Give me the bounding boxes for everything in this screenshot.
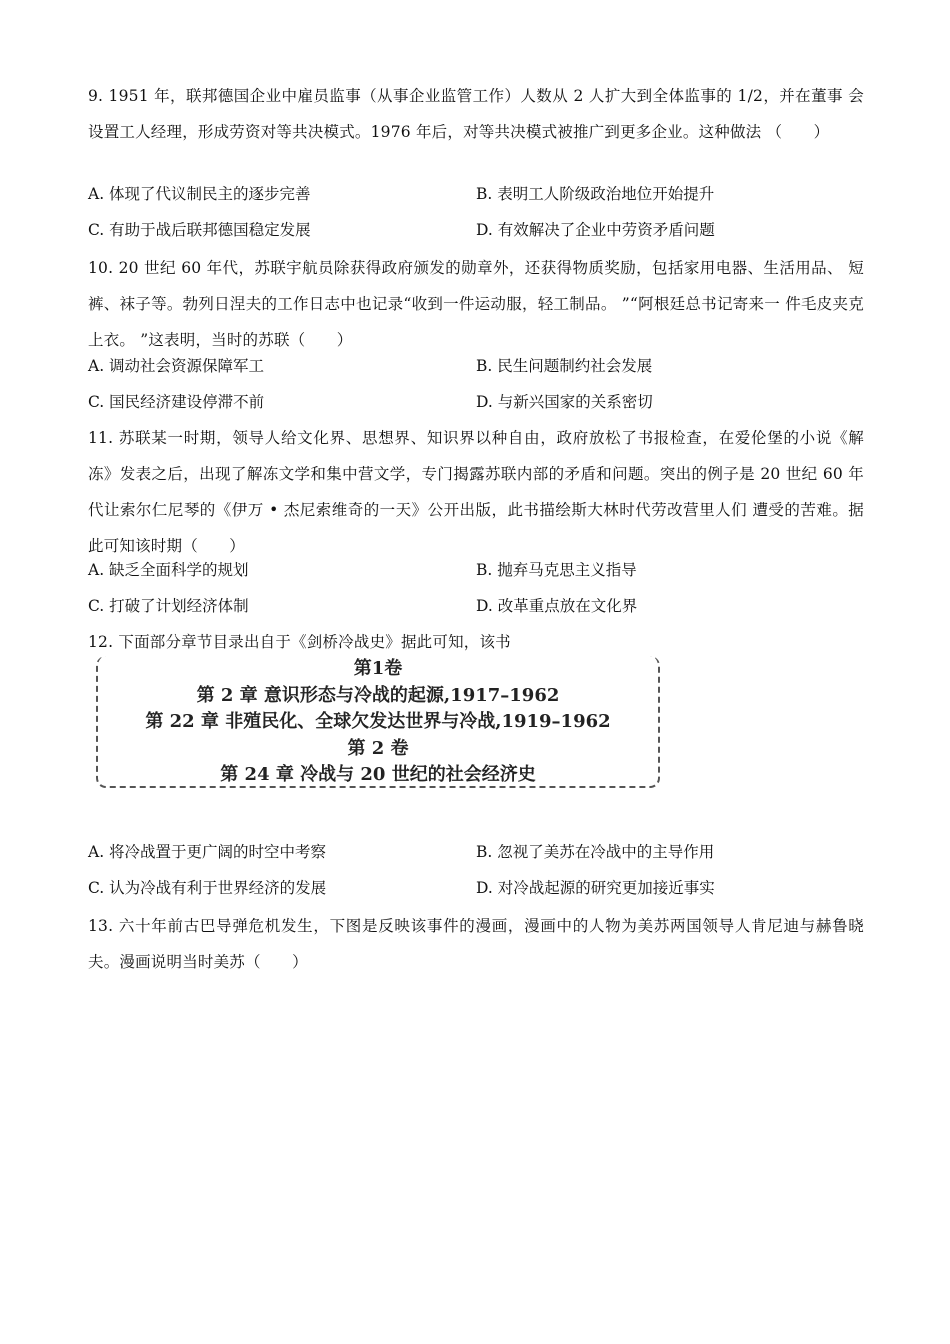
option-d[interactable]: D. 改革重点放在文化界 — [476, 597, 638, 615]
question-13-stem: 13. 六十年前古巴导弹危机发生，下图是反映该事件的漫画，漫画中的人物为美苏两国领导人肯尼迪与赫鲁晓夫。漫画说明当时美苏（ ） — [88, 917, 864, 971]
toc-line: 第 24 章 冷战与 20 世纪的社会经济史 — [220, 764, 536, 785]
question-10-options — [88, 348, 864, 420]
option-b[interactable]: B. 民生问题制约社会发展 — [476, 357, 653, 375]
option-a[interactable]: A. 体现了代议制民主的逐步完善 — [88, 185, 311, 203]
question-11-stem: 11. 苏联某一时期，领导人给文化界、思想界、知识界以种自由，政府放松了书报检查，在爱伦堡的小说《解冻》发表之后，出现了解冻文学和集中营文学，专门揭露苏联内部的矛盾和问题。突出的例子是 20 世纪 60 年代让索尔仁尼琴的《伊万 • 杰尼索维奇的一天》公开出版，此书描绘斯大林时代劳改营里人们 遭受的苦难。据此可知该时期（ ） — [88, 429, 864, 555]
option-a[interactable]: A. 将冷战置于更广阔的时空中考察 — [88, 843, 327, 861]
question-12-stem: 12. 下面部分章节目录出自于《剑桥冷战史》据此可知，该书 — [88, 633, 511, 651]
toc-line: 第 22 章 非殖民化、全球欠发达世界与冷战,1919–1962 — [145, 711, 611, 732]
question-9-options — [88, 176, 864, 248]
option-c[interactable]: C. 有助于战后联邦德国稳定发展 — [88, 221, 311, 239]
option-d[interactable]: D. 有效解决了企业中劳资矛盾问题 — [476, 221, 715, 239]
option-b[interactable]: B. 忽视了美苏在冷战中的主导作用 — [476, 843, 715, 861]
option-b[interactable]: B. 表明工人阶级政治地位开始提升 — [476, 185, 715, 203]
question-11-options — [88, 552, 864, 624]
question-12-options — [88, 834, 864, 906]
toc-line: 第 2 卷 — [347, 737, 409, 759]
option-c[interactable]: C. 认为冷战有利于世界经济的发展 — [88, 879, 327, 897]
toc-line: 第 2 章 意识形态与冷战的起源,1917–1962 — [196, 684, 560, 706]
option-c[interactable]: C. 打破了计划经济体制 — [88, 597, 249, 615]
option-a[interactable]: A. 缺乏全面科学的规划 — [88, 561, 249, 579]
toc-line: 第1卷 — [353, 658, 403, 679]
question-9-stem: 9. 1951 年，联邦德国企业中雇员监事（从事企业监管工作）人数从 2 人扩大到全体监事的 1/2，并在董事 会设置工人经理，形成劳资对等共决模式。1976 年后，对等共决模式被推广到更多企业。这种做法 （ ） — [88, 87, 864, 141]
option-c[interactable]: C. 国民经济建设停滞不前 — [88, 393, 265, 411]
table-of-contents-figure — [96, 656, 660, 788]
option-a[interactable]: A. 调动社会资源保障军工 — [88, 357, 265, 375]
option-d[interactable]: D. 与新兴国家的关系密切 — [476, 393, 653, 411]
option-d[interactable]: D. 对冷战起源的研究更加接近事实 — [476, 879, 715, 897]
question-10-stem: 10. 20 世纪 60 年代，苏联宇航员除获得政府颁发的勋章外，还获得物质奖励，包括家用电器、生活用品、 短裤、袜子等。勃列日涅夫的工作日志中也记录“收到一件运动服，轻工制品。 ”“阿根廷总书记寄来一 件毛皮夹克上衣。 ”这表明，当时的苏联（ ） — [88, 259, 864, 349]
option-b[interactable]: B. 抛弃马克思主义指导 — [476, 561, 637, 579]
